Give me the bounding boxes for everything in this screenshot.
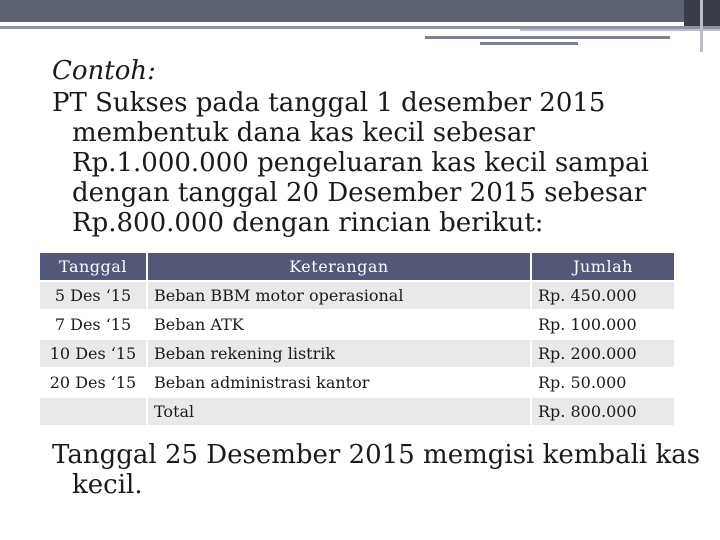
cell-amount: Rp. 100.000 xyxy=(531,310,674,339)
cell-amount: Rp. 450.000 xyxy=(531,281,674,310)
cell-description: Beban BBM motor operasional xyxy=(147,281,531,310)
table-row xyxy=(40,368,674,397)
cell-amount: Rp. 50.000 xyxy=(531,368,674,397)
header-tanggal: Tanggal xyxy=(40,253,147,281)
petty-cash-table xyxy=(40,253,674,425)
cell-description: Beban rekening listrik xyxy=(147,339,531,368)
slide-footer-text: Tanggal 25 Desember 2015 memgisi kembali kas kecil. xyxy=(52,440,701,500)
table-row xyxy=(40,339,674,368)
cell-description: Beban administrasi kantor xyxy=(147,368,531,397)
top-decorative-bar xyxy=(0,0,720,22)
header-keterangan: Keterangan xyxy=(147,253,531,281)
cell-date: 10 Des ‘15 xyxy=(40,339,147,368)
accent-stripe-short xyxy=(480,42,578,45)
accent-stripe xyxy=(425,36,670,39)
table-row xyxy=(40,281,674,310)
table-header-row xyxy=(40,253,674,281)
header-jumlah: Jumlah xyxy=(531,253,674,281)
slide-paragraph: PT Sukses pada tanggal 1 desember 2015 membentuk dana kas kecil sebesar Rp.1.000.000 pengeluaran kas kecil sampai dengan tanggal 20 Desember 2015 sebesar Rp.800.000 dengan rincian berikut: xyxy=(52,88,649,238)
cell-description: Beban ATK xyxy=(147,310,531,339)
cell-date: 5 Des ‘15 xyxy=(40,281,147,310)
cell-amount: Rp. 200.000 xyxy=(531,339,674,368)
cell-date: 20 Des ‘15 xyxy=(40,368,147,397)
cell-date: 7 Des ‘15 xyxy=(40,310,147,339)
cell-date-empty xyxy=(40,397,147,425)
cell-total-amount: Rp. 800.000 xyxy=(531,397,674,425)
slide-title: Contoh: xyxy=(52,56,156,86)
table-row xyxy=(40,310,674,339)
accent-vertical-line xyxy=(700,0,703,52)
table-total-row xyxy=(40,397,674,425)
cell-total-label: Total xyxy=(147,397,531,425)
top-stripe-light xyxy=(520,29,720,31)
